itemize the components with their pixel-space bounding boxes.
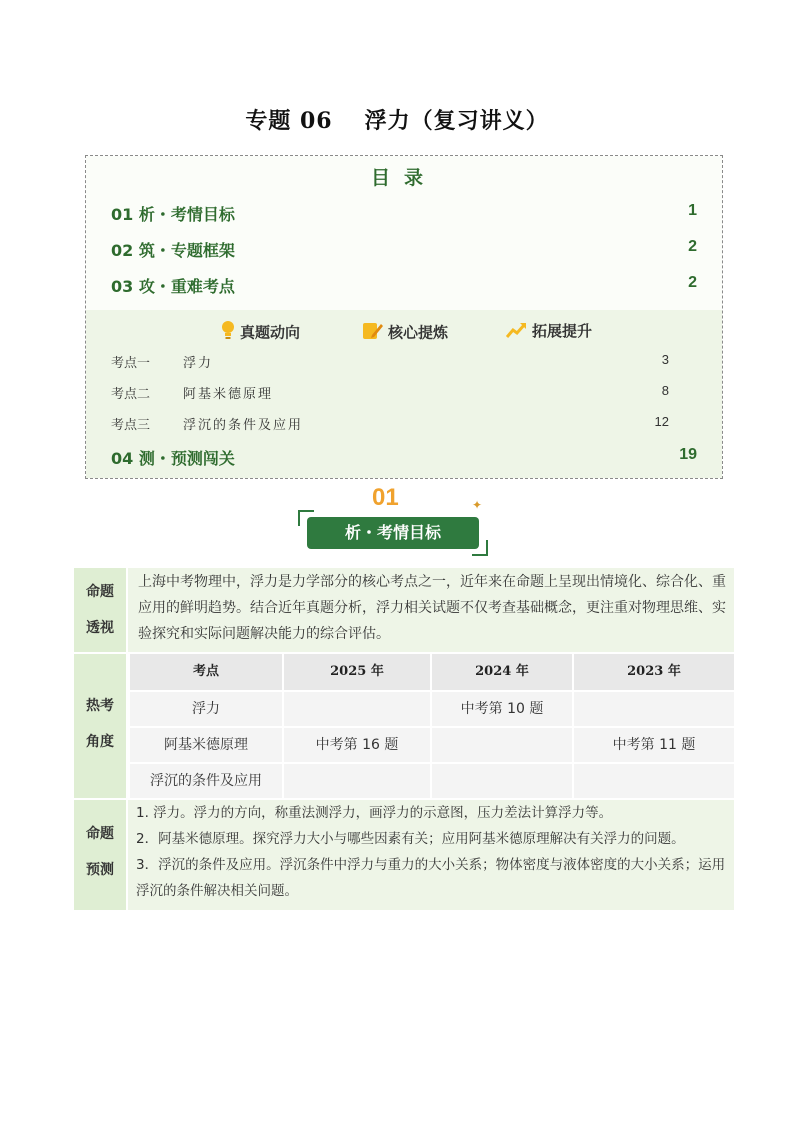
toc-entry-page: 2 (688, 238, 697, 255)
table-cell: 中考第 10 题 (432, 692, 572, 726)
intro-paragraph: 上海中考物理中，浮力是力学部分的核心考点之一，近年来在命题上呈现出情境化、综合化、重应用的鲜明趋势。结合近年真题分析，浮力相关试题不仅考查基础概念，更注重对物理思维、实验探究和实际问题解决能力的综合评估。 (128, 568, 734, 652)
toc-point[interactable] (111, 414, 697, 434)
prediction-item: 2．阿基米德原理。探究浮力大小与哪些因素有关；应用阿基米德原理解决有关浮力的问题。 (136, 831, 685, 847)
toc-heading: 目录 (370, 167, 437, 189)
toc-entry-label: 02 筑・专题框架 (111, 241, 235, 260)
toc-point-page: 3 (661, 352, 669, 367)
table-cell: 中考第 11 题 (574, 728, 734, 762)
analysis-block-hot-topics (74, 654, 734, 798)
table-cell (284, 692, 430, 726)
table-cell: 浮沉的条件及应用 (130, 764, 282, 798)
table-header: 2023 年 (574, 654, 734, 690)
table-cell (432, 764, 572, 798)
toc-subhead (220, 320, 300, 344)
toc-subhead (506, 320, 592, 344)
toc-header-area (86, 156, 722, 310)
toc-entry-page: 2 (688, 274, 697, 291)
toc-entry[interactable] (111, 202, 697, 226)
title-text: 浮力（复习讲义） (364, 109, 549, 134)
block-label (74, 800, 126, 910)
toc-point-page: 12 (654, 414, 669, 429)
label-line: 透视 (86, 620, 114, 636)
table-cell: 浮力 (130, 692, 282, 726)
table-header: 2025 年 (284, 654, 430, 690)
table-header: 考点 (130, 654, 282, 690)
toc-subhead-label: 核心提炼 (388, 323, 449, 342)
toc-point[interactable] (111, 383, 697, 403)
toc-point-title: 浮力 (183, 356, 214, 371)
toc-point-key: 考点三 (111, 418, 151, 433)
toc-point-page: 8 (661, 383, 669, 398)
lightbulb-icon (220, 320, 236, 346)
toc-subhead-label: 真题动向 (240, 323, 301, 342)
label-line: 热考 (86, 698, 114, 714)
table-header: 2024 年 (432, 654, 572, 690)
prediction-item: 1. 浮力。浮力的方向，称重法测浮力，画浮力的示意图，压力差法计算浮力等。 (136, 805, 613, 821)
toc-entry[interactable] (111, 238, 697, 262)
note-pencil-icon (362, 320, 384, 346)
page-title (0, 104, 794, 135)
table-cell (574, 692, 734, 726)
toc-point-key: 考点二 (111, 387, 151, 402)
table-cell: 阿基米德原理 (130, 728, 282, 762)
toc-point[interactable] (111, 352, 697, 372)
title-number: 专题 06 (245, 108, 333, 134)
label-line: 命题 (86, 826, 114, 842)
sparkle-icon: ✦ (472, 498, 483, 512)
analysis-block-prediction (74, 800, 734, 910)
toc-subsection-band (86, 310, 722, 478)
table-of-contents (85, 155, 723, 479)
toc-point-title: 阿基米德原理 (183, 387, 274, 402)
toc-entry[interactable] (111, 274, 697, 298)
block-label (74, 568, 126, 652)
section-banner: 析・考情目标 (307, 517, 479, 549)
prediction-item: 3．浮沉的条件及应用。浮沉条件中浮力与重力的大小关系；物体密度与液体密度的大小关系；运用浮沉的条件解决相关问题。 (136, 857, 726, 899)
toc-entry-page: 1 (688, 202, 697, 219)
toc-entry-page: 19 (679, 446, 697, 463)
table-cell: 中考第 16 题 (284, 728, 430, 762)
table-cell (574, 764, 734, 798)
toc-entry[interactable] (111, 446, 697, 470)
toc-point-key: 考点一 (111, 356, 151, 371)
block-label (74, 654, 126, 798)
label-line: 命题 (86, 584, 114, 600)
trend-up-icon (506, 321, 528, 343)
label-line: 预测 (86, 862, 114, 878)
label-line: 角度 (86, 734, 114, 750)
section-number: 01 (372, 484, 399, 511)
toc-entry-label: 03 攻・重难考点 (111, 277, 235, 296)
analysis-block-perspective (74, 568, 734, 652)
prediction-list (128, 800, 734, 910)
table-cell (284, 764, 430, 798)
toc-point-title: 浮沉的条件及应用 (183, 418, 304, 433)
table-cell (432, 728, 572, 762)
toc-subhead (362, 320, 448, 344)
toc-subhead-label: 拓展提升 (532, 322, 593, 340)
toc-entry-label: 04 测・预测闯关 (111, 449, 235, 468)
toc-entry-label: 01 析・考情目标 (111, 205, 235, 224)
